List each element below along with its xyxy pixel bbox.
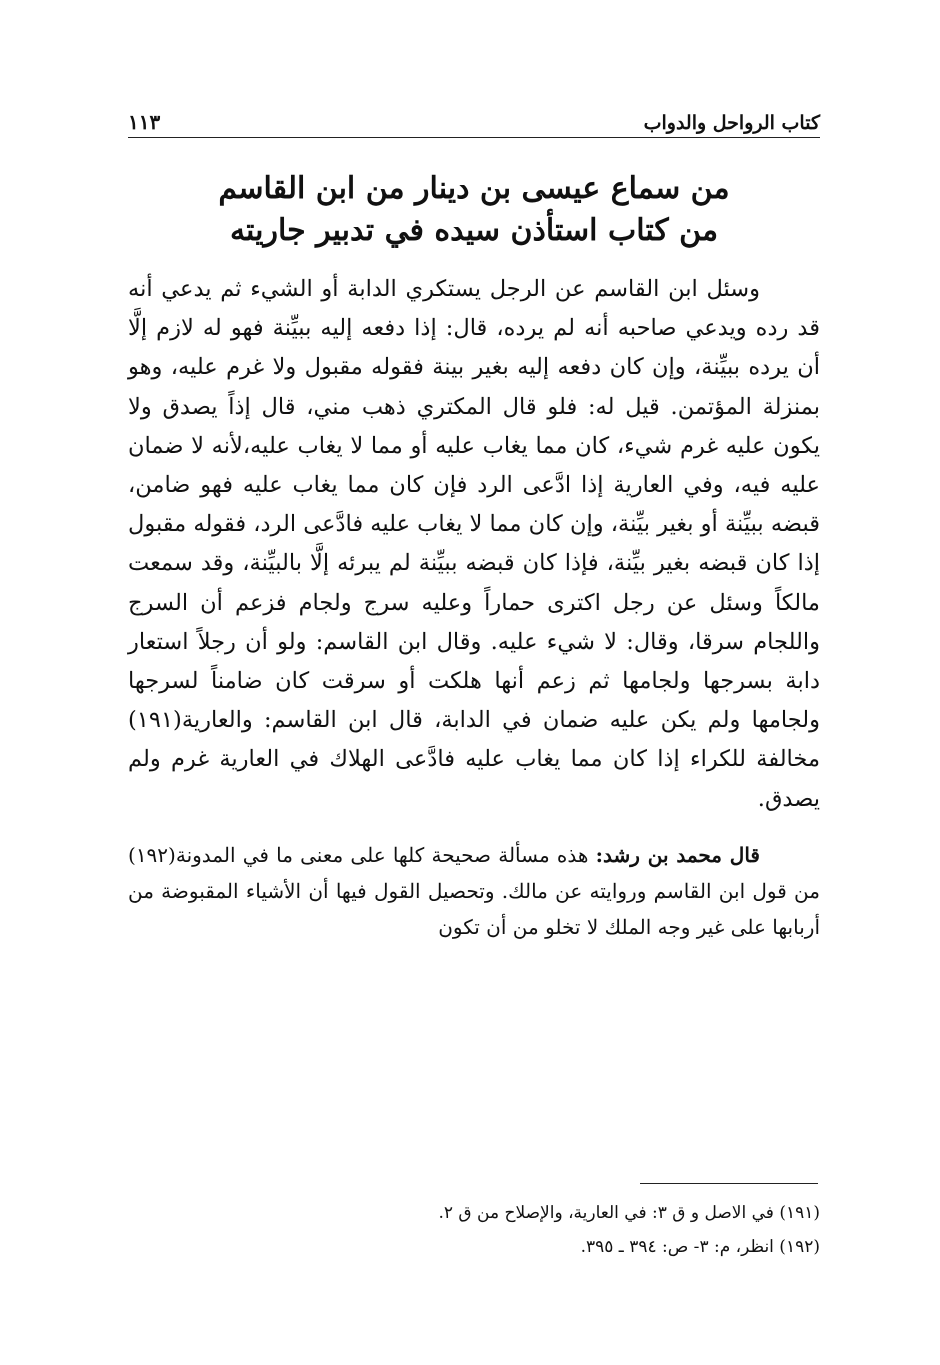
paragraph-2-text: هذه مسألة صحيحة كلها على معنى ما في المدونة(١٩٢) من قول ابن القاسم وروايته عن مالك. وتحصيل القول فيها أن الأشياء المقبوضة من أربابها على غير وجه الملك لا تخلو من أن تكون xyxy=(128,842,820,939)
header-divider xyxy=(128,137,820,138)
running-header xyxy=(128,104,820,134)
footnote-192: (١٩٢) انظر، م: ٣- ص: ٣٩٤ ـ ٣٩٥. xyxy=(580,1237,820,1257)
paragraph-1: وسئل ابن القاسم عن الرجل يستكري الدابة أو الشيء ثم يدعي أنه قد رده ويدعي صاحبه أنه لم يرده، قال: إذا دفعه إليه ببيِّنة فهو له لازم إلَّا أن يرده ببيِّنة، وإن كان دفعه إليه بغير بينة فقوله مقبول ولا غرم عليه، وهو بمنزلة المؤتمن. قيل له: فلو قال المكتري ذهب مني، قال إذاً يصدق ولا يكون عليه غرم شيء، كان مما يغاب عليه أو مما لا يغاب عليه،لأنه لا ضمان عليه فيه، وفي العارية إذا ادَّعى الرد فإن كان مما يغاب عليه فهو ضامن، قبضه ببيِّنة أو بغير بيِّنة، وإن كان مما لا يغاب عليه فادَّعى الرد، فقوله مقبول إذا كان قبضه بغير بيِّنة، فإذا كان قبضه ببيِّنة لم يبرئه إلَّا بالبيِّنة، وقد سمعت مالكاً وسئل عن رجل اكترى حماراً وعليه سرج ولجام فزعم أن السرج واللجام سرقا، وقال: لا شيء عليه. وقال ابن القاسم: ولو أن رجلاً استعار دابة بسرجها ولجامها ثم زعم أنها هلكت أو سرقت كان ضامناً لسرجها ولجامها ولم يكن عليه ضمان في الدابة، قال ابن القاسم: والعارية(١٩١) مخالفة للكراء إذا كان مما يغاب عليه فادَّعى الهلاك في العارية غرم ولم يصدق. xyxy=(128,276,820,812)
footnote-191: (١٩١) في الاصل و ق ٣: في العارية، والإصلاح من ق ٢. xyxy=(438,1203,820,1223)
body-text xyxy=(128,270,820,945)
footnote-divider xyxy=(640,1183,818,1184)
heading-line-1: من سماع عيسى بن دينار من ابن القاسم xyxy=(218,171,730,206)
paragraph-2-lead: قال محمد بن رشد: xyxy=(595,842,760,867)
heading-line-2: من كتاب استأذن سيده في تدبير جاريته xyxy=(229,213,719,248)
section-heading xyxy=(128,168,820,252)
page-number: ١١٣ xyxy=(128,110,161,134)
paragraph-2 xyxy=(128,837,820,945)
running-title: كتاب الرواحل والدواب xyxy=(643,112,820,134)
footnotes xyxy=(300,1196,820,1264)
